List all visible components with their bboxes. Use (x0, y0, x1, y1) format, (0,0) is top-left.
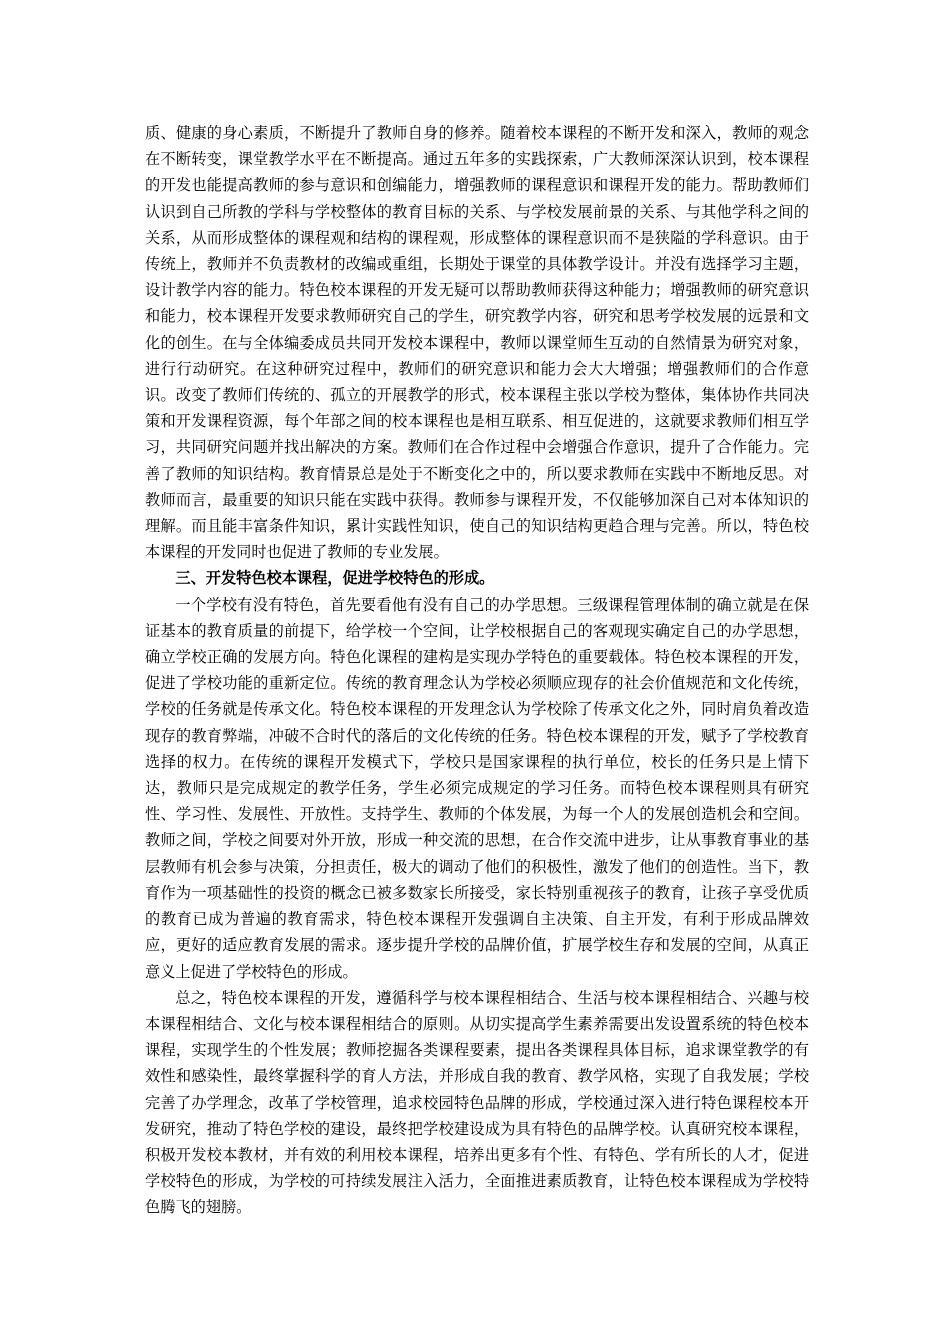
paragraph-school-characteristics: 一个学校有没有特色，首先要看他有没有自己的办学思想。三级课程管理体制的确立就是在保证基本的教育质量的前提下，给学校一个空间，让学校根据自己的客观现实确定自己的办学思想，确立学校正确的发展方向。特色化课程的建构是实现办学特色的重要载体。特色校本课程的开发，促进了学校功能的重新定位。传统的教育理念认为学校必须顺应现存的社会价值规范和文化传统，学校的任务就是传承文化。特色校本课程的开发理念认为学校除了传承文化之外，同时肩负着改造现存的教育弊端，冲破不合时代的落后的文化传统的任务。特色校本课程的开发，赋予了学校教育选择的权力。在传统的课程开发模式下，学校只是国家课程的执行单位，校长的任务只是上情下达，教师只是完成规定的教学任务，学生必须完成规定的学习任务。而特色校本课程则具有研究性、学习性、发展性、开放性。支持学生、教师的个体发展，为每一个人的发展创造机会和空间。教师之间，学校之间要对外开放，形成一种交流的思想，在合作交流中进步，让从事教育事业的基层教师有机会参与决策，分担责任，极大的调动了他们的积极性，激发了他们的创造性。当下，教育作为一项基础性的投资的概念已被多数家长所接受，家长特别重视孩子的教育，让孩子享受优质的教育已成为普遍的教育需求，特色校本课程开发强调自主决策、自主开发，有利于形成品牌效应，更好的适应教育发展的需求。逐步提升学校的品牌价值，扩展学校生存和发展的空间，从真正意义上促进了学校特色的形成。 (145, 595, 809, 981)
paragraph-continued: 质、健康的身心素质，不断提升了教师自身的修养。随着校本课程的不断开发和深入，教师的观念在不断转变，课堂教学水平在不断提高。通过五年多的实践探索，广大教师深深认识到，校本课程的开发也能提高教师的参与意识和创编能力，增强教师的课程意识和课程开发的能力。帮助教师们认识到自己所教的学科与学校整体的教育目标的关系、与学校发展前景的关系、与其他学科之间的关系，从而形成整体的课程观和结构的课程观，形成整体的课程意识而不是狭隘的学科意识。由于传统上，教师并不负责教材的改编或重组，长期处于课堂的具体教学设计。并没有选择学习主题，设计教学内容的能力。特色校本课程的开发无疑可以帮助教师获得这种能力；增强教师的研究意识和能力，校本课程开发要求教师研究自己的学生，研究教学内容，研究和思考学校发展的远景和文化的创生。在与全体编委成员共同开发校本课程中，教师以课堂师生互动的自然情景为研究对象，进行行动研究。在这种研究过程中，教师们的研究意识和能力会大大增强；增强教师们的合作意识。改变了教师们传统的、孤立的开展教学的形式，校本课程主张以学校为整体，集体协作共同决策和开发课程资源，每个年部之间的校本课程也是相互联系、相互促进的，这就要求教师们相互学习，共同研究问题并找出解决的方案。教师们在合作过程中会增强合作意识，提升了合作能力。完善了教师的知识结构。教育情景总是处于不断变化之中的，所以要求教师在实践中不断地反思。对教师而言，最重要的知识只能在实践中获得。教师参与课程开发，不仅能够加深自己对本体知识的理解。而且能丰富条件知识，累计实践性知识，使自己的知识结构更趋合理与完善。所以，特色校本课程的开发同时也促进了教师的专业发展。 (145, 124, 809, 562)
paragraph-conclusion: 总之，特色校本课程的开发，遵循科学与校本课程相结合、生活与校本课程相结合、兴趣与校本课程相结合、文化与校本课程相结合的原则。从切实提高学生素养需要出发设置系统的特色校本课程，实现学生的个性发展；教师挖掘各类课程要素，提出各类课程具体目标，追求课堂教学的有效性和感染性，最终掌握科学的育人方法，并形成自我的教育、教学风格，实现了自我发展；学校完善了办学理念，改革了学校管理，追求校园特色品牌的形成，学校通过深入进行特色课程校本开发研究，推动了特色学校的建设，最终把学校建设成为具有特色的品牌学校。认真研究校本课程，积极开发校本教材，并有效的利用校本课程，培养出更多有个性、有特色、学有所长的人才，促进学校特色的形成，为学校的可持续发展注入活力，全面推进素质教育，让特色校本课程成为学校特色腾飞的翅膀。 (145, 988, 809, 1217)
section-heading-3: 三、开发特色校本课程，促进学校特色的形成。 (175, 569, 495, 588)
document-page (145, 120, 809, 1221)
